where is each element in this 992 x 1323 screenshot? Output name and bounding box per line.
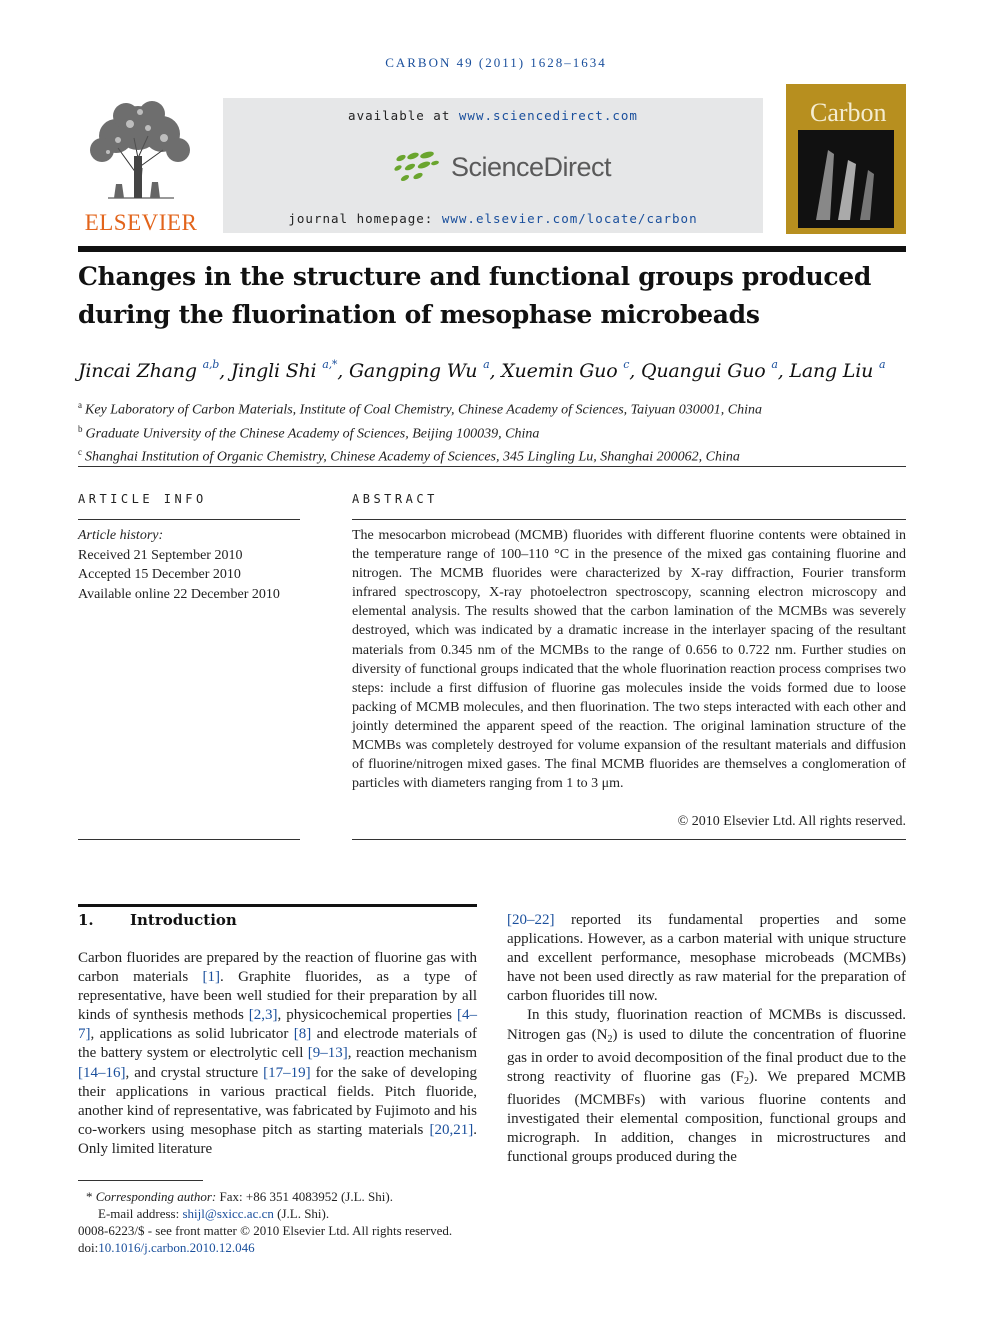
- body-column-left: [78, 949, 477, 1159]
- section-rule: [78, 904, 477, 907]
- abstract-copyright: © 2010 Elsevier Ltd. All rights reserved.: [677, 814, 906, 829]
- journal-homepage-link[interactable]: www.elsevier.com/locate/carbon: [441, 211, 698, 226]
- elsevier-tree-icon: [78, 98, 204, 208]
- reference-link[interactable]: [14–16]: [78, 1064, 126, 1081]
- abstract-rule: [352, 519, 906, 520]
- subscript: 2: [744, 1075, 750, 1087]
- author-list: Jincai Zhang $^{a,b}$, Jingli Shi $^{a,*}$, Gangping Wu $^a$, Xuemin Guo $^c$, Quangui Guo $^a$, Lang Liu $^a$: [78, 358, 886, 382]
- author-name: Gangping Wu: [348, 360, 478, 382]
- article-title: [78, 258, 908, 334]
- body-text: and electrode materials of the battery system or electrolytic cell: [78, 1026, 477, 1062]
- homepage-prefix: journal homepage:: [288, 211, 434, 226]
- body-text: , and crystal structure: [125, 1064, 264, 1081]
- affiliation-list: [78, 396, 908, 467]
- article-info-rule: [78, 519, 300, 520]
- body-text: . Graphite fluorides, as a type of representative, have been well studied for their preparation by all kinds of synthesis methods: [78, 969, 477, 1024]
- reference-link[interactable]: [1]: [202, 969, 221, 986]
- affiliation-mark: a: [78, 400, 82, 410]
- article-info-bottom-rule: [78, 839, 300, 840]
- available-at-line: [223, 108, 763, 123]
- author-name: Jingli Shi: [230, 360, 317, 382]
- body-text: for the sake of developing their applications in various practical fields. Pitch fluoride, another kind of representative, was fabricated by Fujimoto and his co-workers using mesophase pitch as starting materials: [78, 1064, 477, 1138]
- affiliation: [78, 396, 908, 420]
- affiliation-text: Graduate University of the Chinese Academy of Sciences, Beijing 100039, China: [85, 426, 540, 442]
- author-name: Xuemin Guo: [501, 360, 618, 382]
- journal-cover[interactable]: [786, 84, 906, 234]
- issn-line: 0008-6223/$ - see front matter © 2010 Elsevier Ltd. All rights reserved.: [78, 1223, 453, 1238]
- cover-micrograph-icon: [798, 130, 894, 228]
- footnote-rule: [78, 1180, 203, 1181]
- history-label: Article history:: [78, 528, 164, 543]
- author-name: Jincai Zhang: [78, 360, 197, 382]
- doi-line: [78, 1239, 578, 1256]
- body-paragraph: [507, 911, 906, 1006]
- abstract-heading: ABSTRACT: [352, 492, 438, 506]
- affiliation-mark: c: [78, 447, 82, 458]
- subscript: 2: [607, 1033, 613, 1045]
- section-title: Introduction: [130, 911, 237, 929]
- sciencedirect-brand-text: ScienceDirect: [451, 151, 612, 182]
- journal-citation: CARBON 49 (2011) 1628–1634: [385, 55, 607, 70]
- history-online: Available online 22 December 2010: [78, 586, 280, 602]
- reference-link[interactable]: [8]: [293, 1026, 312, 1043]
- affiliation-mark: b: [78, 423, 83, 434]
- body-text: In this study, fluorination reaction of MCMBs is discussed. Nitrogen gas (N: [507, 1007, 906, 1043]
- body-column-right: [507, 911, 906, 1167]
- journal-cover-image: [798, 130, 894, 228]
- email-suffix: (J.L. Shi).: [273, 1206, 330, 1221]
- footnotes: [78, 1188, 578, 1256]
- article-history: [78, 526, 300, 604]
- body-text: , physicochemical properties: [277, 1007, 457, 1024]
- body-text: , applications as solid lubricator: [90, 1026, 294, 1043]
- journal-homepage-line: [223, 211, 763, 226]
- history-received: Received 21 September 2010: [78, 547, 243, 563]
- available-at-prefix: available at: [348, 108, 451, 123]
- author-affiliation-link[interactable]: a,b: [202, 358, 220, 371]
- body-text: reported its fundamental properties and some applications. However, as a carbon material with unique structure and excellent performance, mesophase microbeads (MCMBs) have not been used directly as raw material for the preparation of carbon fluorides till now.: [507, 912, 906, 1005]
- author-affiliation-link[interactable]: a: [771, 358, 778, 371]
- abstract-text: The mesocarbon microbead (MCMB) fluorides with different fluorine contents were obtained in the temperature range of 100–110 °C in the presence of the mixed gas containing fluorine and nitrogen. The MCMB fluorides were characterized by X-ray diffraction, Fourier transform infrared spectroscopy, X-ray photoelectron spectroscopy, scanning electron microscopy and elemental analysis. The results showed that the carbon lamination of the MCMBs was severely destroyed, which was indicated by a dramatic increase in the interlayer spacing of the resultant materials from 0.345 nm of the MCMBs to the range of 0.656 to 0.722 nm. Further studies on diversity of functional groups indicated that the whole fluorination reaction process comprises two steps: include a first diffusion of fluorine gas molecules inside the voids formed due to loose packing of MCMB molecules, and then fluorination. The two steps interacted with each other and jointly determined the apparent speed of the reaction. The original lamination structure of the MCMBs was completely destroyed for volume expansion of the resultant materials and diffusion of fluorine/nitrogen mixed gases. The final MCMB fluorides are themselves a conglomeration of particles with diameters ranging from 1 to 3 μm.: [352, 528, 906, 792]
- body-text: ) is used to dilute the concentration of fluorine gas in order to avoid decomposition of the final product due to the strong reactivity of fluorine gas (F: [507, 1026, 906, 1085]
- affiliation-text: Key Laboratory of Carbon Materials, Institute of Coal Chemistry, Chinese Academy of Sciences, Taiyuan 030001, China: [85, 402, 763, 418]
- body-paragraph: [507, 1006, 906, 1167]
- body-paragraph: [78, 949, 477, 1159]
- body-text: . Only limited literature: [78, 1121, 477, 1157]
- reference-link[interactable]: [20–22]: [507, 912, 555, 928]
- journal-cover-title: Carbon: [810, 98, 887, 127]
- corresponding-text: Fax: +86 351 4083952 (J.L. Shi).: [216, 1189, 393, 1204]
- author-name: Lang Liu: [789, 360, 874, 382]
- article-title-line: during the fluorination of mesophase microbeads: [78, 300, 760, 329]
- reference-link[interactable]: [2,3]: [248, 1007, 278, 1024]
- reference-link[interactable]: [9–13]: [307, 1045, 348, 1062]
- section-number: 1.: [78, 911, 94, 929]
- body-text: , reaction mechanism: [347, 1045, 477, 1062]
- reference-link[interactable]: [4–7]: [78, 1007, 477, 1043]
- author-affiliation-link[interactable]: a: [483, 358, 490, 371]
- history-accepted: Accepted 15 December 2010: [78, 567, 241, 582]
- article-info-heading: ARTICLE INFO: [78, 492, 207, 506]
- elsevier-wordmark: ELSEVIER: [84, 210, 198, 235]
- abstract-bottom-rule: [352, 839, 906, 840]
- doi-link[interactable]: 10.1016/j.carbon.2010.12.046: [98, 1240, 255, 1255]
- article-title-line: Changes in the structure and functional groups produced: [78, 262, 872, 291]
- email-link[interactable]: shijl@sxicc.ac.cn: [182, 1206, 274, 1221]
- corresponding-label: Corresponding author:: [95, 1189, 217, 1204]
- author-affiliation-link[interactable]: a,*: [322, 358, 338, 371]
- affiliation-rule: [78, 466, 906, 467]
- email-label: E-mail address:: [98, 1206, 183, 1221]
- sciencedirect-banner: [223, 98, 763, 233]
- sciencedirect-link[interactable]: www.sciencedirect.com: [458, 108, 638, 123]
- sciencedirect-leaf-icon: [391, 150, 443, 184]
- affiliation: [78, 420, 908, 444]
- email-note: [78, 1205, 578, 1222]
- header-rule: [78, 246, 906, 252]
- affiliation-text: Shanghai Institution of Organic Chemistry, Chinese Academy of Sciences, 345 Lingling Lu, Shanghai 200062, China: [85, 449, 740, 465]
- footnote-star: *: [86, 1189, 93, 1204]
- author-affiliation-link[interactable]: c: [623, 358, 630, 371]
- body-text: ). We prepared MCMB fluorides (MCMBFs) with various fluorine contents and investigated their elemental composition, functional groups and micrograph. In addition, changes in microstructures and functional groups produced during the: [507, 1068, 906, 1166]
- body-text: Carbon fluorides are prepared by the reaction of fluorine gas with carbon materials: [78, 950, 477, 986]
- doi-prefix: doi:: [78, 1240, 99, 1255]
- section-heading: [78, 911, 237, 929]
- reference-link[interactable]: [20,21]: [429, 1121, 474, 1138]
- reference-link[interactable]: [17–19]: [263, 1064, 311, 1081]
- affiliation: [78, 443, 908, 467]
- corresponding-author-note: [78, 1188, 578, 1205]
- sciencedirect-brand[interactable]: [391, 150, 611, 184]
- elsevier-logo[interactable]: [78, 98, 204, 236]
- author-name: Quangui Guo: [640, 360, 766, 382]
- author-affiliation-link[interactable]: a: [878, 358, 886, 371]
